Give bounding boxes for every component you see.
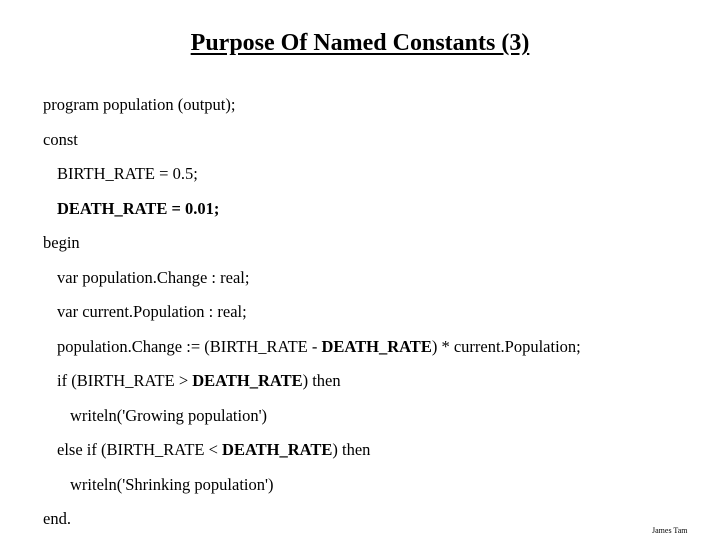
code-line-if (57, 371, 341, 391)
slide-title: Purpose Of Named Constants (3) (190, 30, 530, 56)
code-segment: ) * current.Population; (431, 337, 581, 356)
code-segment-bold: DEATH_RATE (192, 371, 303, 390)
author-footer: James Tam (652, 526, 688, 535)
code-line-var-population-change: var population.Change : real; (57, 268, 250, 287)
code-line-program: program population (output); (43, 95, 236, 114)
code-segment: ) then (302, 371, 341, 390)
code-line-const: const (43, 130, 78, 149)
code-line-writeln-growing: writeln('Growing population') (70, 406, 268, 425)
code-segment: population.Change := (BIRTH_RATE - (57, 337, 322, 356)
code-line-writeln-shrinking: writeln('Shrinking population') (70, 475, 274, 494)
code-segment: else if (BIRTH_RATE < (57, 440, 223, 459)
code-line-death-rate: DEATH_RATE = 0.01; (57, 199, 220, 218)
code-segment-bold: DEATH_RATE (222, 440, 333, 459)
code-line-var-current-population: var current.Population : real; (57, 302, 247, 321)
code-segment-bold: DEATH_RATE (321, 337, 432, 356)
code-line-birth-rate: BIRTH_RATE = 0.5; (57, 164, 198, 183)
code-line-population-change-assign (57, 337, 581, 357)
code-line-begin: begin (43, 233, 80, 252)
code-line-else-if (57, 440, 370, 460)
code-line-end: end. (43, 509, 71, 528)
code-segment: if (BIRTH_RATE > (57, 371, 193, 390)
code-segment: ) then (332, 440, 371, 459)
